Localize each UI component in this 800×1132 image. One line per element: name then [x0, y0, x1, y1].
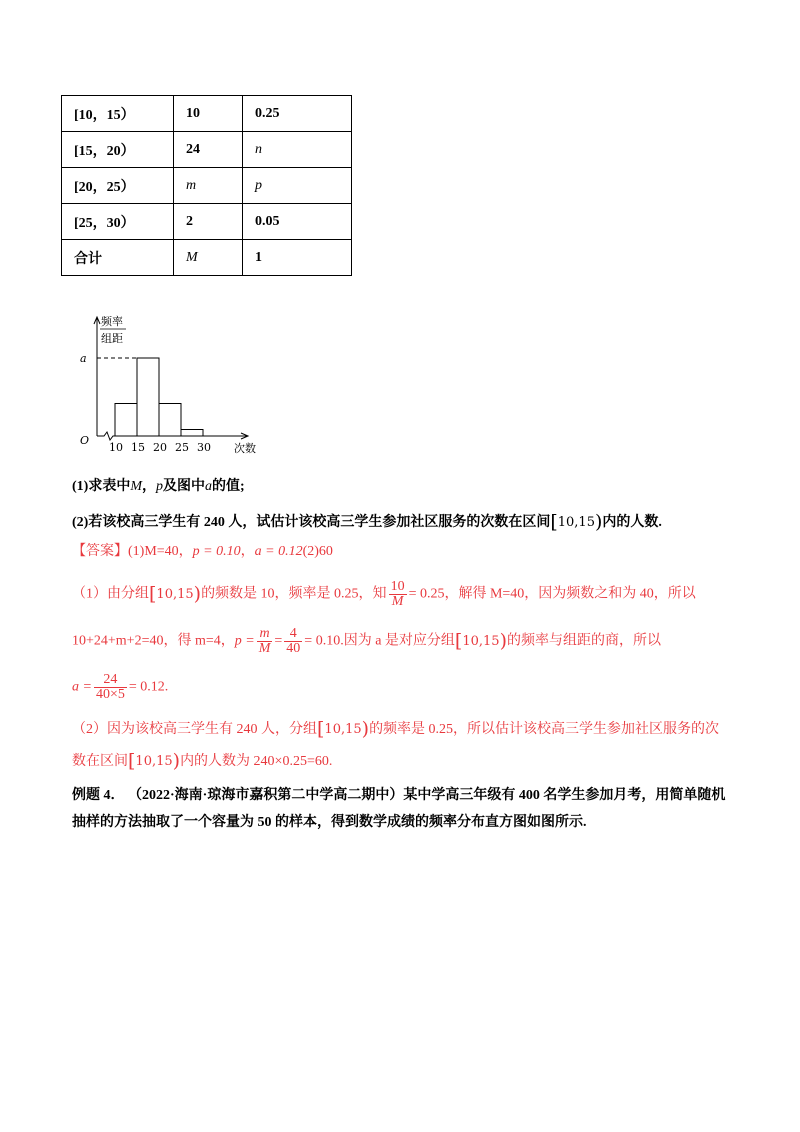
table-row — [62, 204, 352, 240]
q1-var-m: M — [130, 479, 142, 494]
sol2-text: 数在区间 — [72, 754, 128, 769]
x-axis-label: 次数 — [234, 442, 256, 455]
y-label-bottom: 组距 — [101, 332, 123, 345]
q1-var-a: a — [205, 479, 212, 494]
sol1-text: p = — [234, 633, 255, 649]
answer-p: p = 0.10 — [192, 544, 241, 559]
example-4-line-2: 抽样的方法抽取了一个容量为 50 的样本，得到数学成绩的频率分布直方图如图所示. — [72, 815, 587, 830]
sol1-text: = 0.25 — [408, 586, 445, 602]
interval-cell: [15，20） — [62, 132, 174, 168]
fraction: $\frac{24}{40\times 5}$ — [95, 672, 125, 702]
count-cell: 2 — [174, 204, 243, 240]
frequency-table — [61, 95, 352, 276]
example-4-line-1: 例题 4． （2022·海南·琼海市嘉积第二中学高二期中）某中学高三年级有 400 名学生参加月考，用简单随机 — [72, 788, 726, 803]
sol1-text: = 0.12 — [128, 679, 165, 695]
freq-cell: 0.25 — [243, 96, 352, 132]
origin-label: O — [80, 434, 90, 447]
table-row — [62, 240, 352, 276]
x-tick-label: 30 — [197, 441, 211, 454]
interval-10-15: [10,15) — [317, 718, 370, 740]
count-cell: M — [174, 240, 243, 276]
fraction: $\frac{m}{M}$ — [258, 626, 271, 656]
question-1 — [72, 477, 245, 497]
table-row — [62, 168, 352, 204]
histogram-bar — [159, 404, 181, 437]
sol1-text: .因为 a 是对应分组 — [340, 633, 455, 649]
answer-head: (1)M=40， — [128, 544, 193, 559]
x-tick-label: 15 — [131, 441, 145, 454]
histogram-bar — [115, 404, 137, 437]
interval-cell: 合计 — [62, 240, 174, 276]
x-tick-label: 25 — [175, 441, 189, 454]
histogram-bar — [137, 358, 159, 436]
sol1-text: 10+24+m+2=40，得 m=4， — [72, 633, 235, 649]
count-cell: m — [174, 168, 243, 204]
count-cell: 10 — [174, 96, 243, 132]
table-row — [62, 132, 352, 168]
y-label-top: 频率 — [101, 315, 123, 328]
q1-suffix: 的值; — [212, 479, 245, 494]
answer-a: a = 0.12 — [254, 544, 303, 559]
fraction: $\frac{4}{40}$ — [286, 626, 301, 656]
y-marker-a: a — [80, 352, 87, 365]
sol2-text: 内的人数为 240×0.25=60. — [180, 754, 333, 769]
frequency-histogram — [70, 303, 260, 468]
sol1-text: （1）由分组 — [72, 586, 149, 602]
interval-cell: [20，25） — [62, 168, 174, 204]
solution-1-line-2: 10+24+m+2=40，得 m=4，p = $\frac{m}{M}$ = $\frac{4}{40}$ = 0.10.因为 a 是对应分组[10,15)的频率与组距的商，所以 — [72, 626, 661, 656]
fraction: $\frac{10}{M}$ — [390, 579, 405, 609]
q2-interval: [10,15) — [550, 511, 603, 533]
x-tick-label: 10 — [109, 441, 123, 454]
q1-prefix: (1)求表中 — [72, 479, 131, 494]
solution-2-line-2 — [72, 751, 332, 772]
sol1-text: a = — [72, 679, 92, 695]
answer-comma: ， — [240, 544, 255, 559]
q1-mid: 及图中 — [163, 479, 205, 494]
answer-tag: 【答案】 — [72, 544, 128, 559]
answer-part2: (2)60 — [302, 544, 333, 559]
freq-cell: 0.05 — [243, 204, 352, 240]
sol1-text: 的频数是 10，频率是 0.25，知 — [201, 586, 387, 602]
sol1-text: ，解得 M=40，因为频数之和为 40，所以 — [444, 586, 696, 602]
q1-var-p: p — [156, 479, 163, 494]
interval-10-15: [10,15) — [454, 629, 507, 652]
histogram-bar — [181, 430, 203, 437]
answer-line — [72, 542, 333, 562]
q1-sep: ， — [142, 479, 156, 494]
interval-cell: [10，15） — [62, 96, 174, 132]
q2-prefix: (2)若该校高三学生有 240 人，试估计该校高三学生参加社区服务的次数在区间 — [72, 515, 551, 530]
interval-cell: [25，30） — [62, 204, 174, 240]
count-cell: 24 — [174, 132, 243, 168]
sol2-text: 的频率是 0.25，所以估计该校高三学生参加社区服务的次 — [369, 722, 720, 737]
solution-2-line-1 — [72, 719, 719, 740]
table-row — [62, 96, 352, 132]
freq-cell: p — [243, 168, 352, 204]
question-2 — [72, 512, 662, 533]
solution-1-line-1 — [72, 580, 696, 609]
freq-cell: 1 — [243, 240, 352, 276]
q2-suffix: 内的人数. — [602, 515, 662, 530]
sol1-text: 的频率与组距的商，所以 — [506, 633, 661, 649]
sol1-text: = 0.10 — [304, 633, 341, 649]
q2-interval-value: 10,15 — [557, 515, 595, 530]
freq-cell: n — [243, 132, 352, 168]
sol2-text: （2）因为该校高三学生有 240 人，分组 — [72, 722, 317, 737]
x-tick-label: 20 — [153, 441, 167, 454]
interval-10-15: [10,15) — [128, 750, 181, 772]
solution-1-line-3 — [72, 673, 168, 702]
sol1-text: . — [164, 679, 169, 695]
interval-10-15: [10,15) — [149, 582, 202, 605]
